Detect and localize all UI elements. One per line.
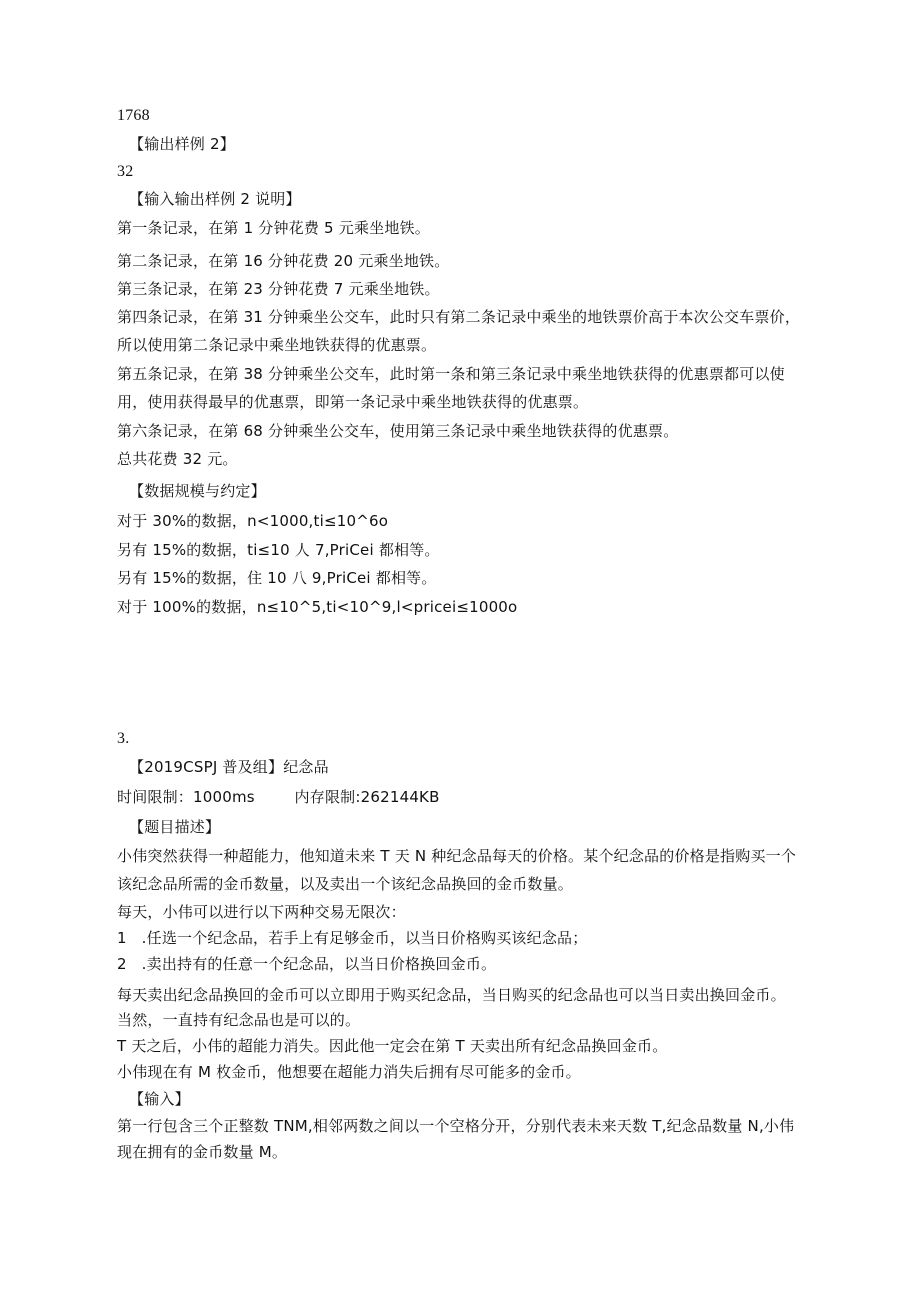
input-line: 第一行包含三个正整数 TNM,相邻两数之间以一个空格分开，分别代表未来天数 T,纪念品数量 N,小伟 xyxy=(117,1117,795,1135)
explain-line: 用，使用获得最早的优惠票，即第一条记录中乘坐地铁获得的优惠票。 xyxy=(117,393,589,411)
scale-line: 另有 15%的数据，ti≤10 人 7,PriCei 都相等。 xyxy=(117,541,440,559)
desc-line: 2 .卖出持有的任意一个纪念品，以当日价格换回金币。 xyxy=(117,955,497,973)
scale-line: 对于 100%的数据，n≤10^5,ti<10^9,l<pricei≤1000o xyxy=(117,598,518,616)
scale-line: 另有 15%的数据，住 10 八 9,PriCei 都相等。 xyxy=(117,569,437,587)
explain-line: 所以使用第二条记录中乘坐地铁获得的优惠票。 xyxy=(117,336,437,354)
explain-line: 第二条记录，在第 16 分钟花费 20 元乘坐地铁。 xyxy=(117,252,450,270)
desc-line: T 天之后，小伟的超能力消失。因此他一定会在第 T 天卖出所有纪念品换回金币。 xyxy=(117,1037,668,1055)
explain-line: 第一条记录，在第 1 分钟花费 5 元乘坐地铁。 xyxy=(117,219,430,237)
explain-line: 第四条记录，在第 31 分钟乘坐公交车，此时只有第二条记录中乘坐的地铁票价高于本次公交车票价， xyxy=(117,308,801,326)
desc-line: 小伟突然获得一种超能力，他知道未来 T 天 N 种纪念品每天的价格。某个纪念品的价格是指购买一个 xyxy=(117,847,797,865)
desc-heading: 【题目描述】 xyxy=(129,818,221,836)
input-heading: 【输入】 xyxy=(129,1090,190,1108)
output-value-2: 32 xyxy=(117,163,134,180)
desc-line: 当然，一直持有纪念品也是可以的。 xyxy=(117,1011,361,1029)
explain-line: 第三条记录，在第 23 分钟花费 7 元乘坐地铁。 xyxy=(117,280,440,298)
problem-limits: 时间限制：1000ms 内存限制:262144KB xyxy=(117,788,440,806)
explain-heading: 【输入输出样例 2 说明】 xyxy=(129,190,301,208)
input-line: 现在拥有的金币数量 M。 xyxy=(117,1143,288,1161)
output-value-1: 1768 xyxy=(117,107,150,124)
output-sample-2-heading: 【输出样例 2】 xyxy=(129,135,235,153)
desc-line: 每天卖出纪念品换回的金币可以立即用于购买纪念品，当日购买的纪念品也可以当日卖出换回金币。 xyxy=(117,986,786,1004)
scale-line: 对于 30%的数据，n<1000,ti≤10^6o xyxy=(117,512,389,530)
desc-line: 1 .任选一个纪念品，若手上有足够金币，以当日价格购买该纪念品； xyxy=(117,929,588,947)
desc-line: 该纪念品所需的金币数量，以及卖出一个该纪念品换回的金币数量。 xyxy=(117,875,574,893)
explain-line: 总共花费 32 元。 xyxy=(117,450,238,468)
problem-number: 3. xyxy=(117,730,130,747)
desc-line: 每天，小伟可以进行以下两种交易无限次： xyxy=(117,903,406,921)
explain-line: 第六条记录，在第 68 分钟乘坐公交车，使用第三条记录中乘坐地铁获得的优惠票。 xyxy=(117,422,679,440)
desc-line: 小伟现在有 M 枚金币，他想要在超能力消失后拥有尽可能多的金币。 xyxy=(117,1063,581,1081)
explain-line: 第五条记录，在第 38 分钟乘坐公交车，此时第一条和第三条记录中乘坐地铁获得的优惠票都可以使 xyxy=(117,365,785,383)
problem-title: 【2019CSPJ 普及组】纪念品 xyxy=(129,758,329,776)
scale-heading: 【数据规模与约定】 xyxy=(129,482,266,500)
